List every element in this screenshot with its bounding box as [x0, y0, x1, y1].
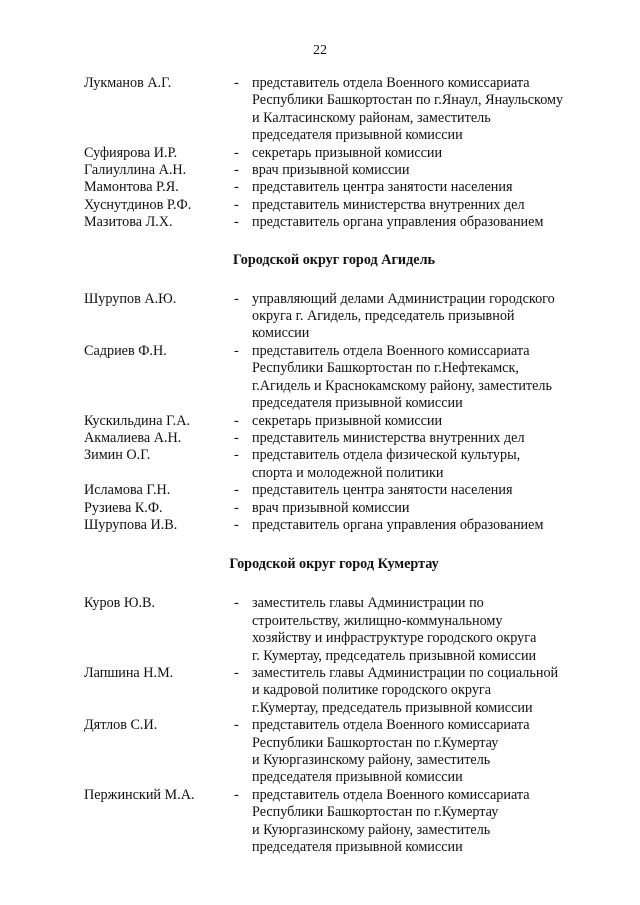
member-name: Лукманов А.Г. [84, 75, 172, 91]
member-name: Суфиярова И.Р. [84, 144, 178, 161]
member-role: представитель отдела Военного комиссариата Республики Башкортостан по г.Янаул, Янаульскому и Калтасинскому районам, заместитель председателя призывной комиссии [252, 75, 564, 144]
member-name: Мазитова Л.Х. [84, 214, 173, 231]
dash: - [234, 214, 239, 231]
member-name: Куров Ю.В. [84, 595, 156, 612]
dash: - [234, 162, 239, 179]
dash: - [234, 499, 239, 516]
dash: - [234, 179, 239, 196]
member-row [84, 413, 604, 430]
member-name: Зимин О.Г. [84, 447, 151, 464]
member-name: Акмалиева А.Н. [84, 429, 182, 446]
member-role: управляющий делами Администрации городского округа г. Агидель, председатель призывной комиссии [252, 290, 555, 342]
member-row [84, 665, 604, 717]
member-row [84, 197, 604, 214]
member-role: врач призывной комиссии [252, 162, 410, 179]
dash: - [234, 664, 239, 681]
member-role: представитель отдела Военного комиссариата Республики Башкортостан по г.Кумертау и Куюргазинскому району, заместитель председателя призывной комиссии [252, 717, 530, 786]
dash: - [234, 482, 239, 499]
dash: - [234, 75, 239, 91]
member-row [84, 291, 604, 343]
member-role: секретарь призывной комиссии [252, 412, 443, 429]
member-row [84, 447, 604, 482]
member-name: Кускильдина Г.А. [84, 412, 191, 429]
member-row [84, 517, 604, 534]
member-row [84, 179, 604, 196]
dash: - [234, 342, 239, 359]
member-role: представитель центра занятости населения [252, 482, 513, 499]
dash: - [234, 595, 239, 612]
member-row [84, 717, 604, 787]
member-name: Пержинский М.А. [84, 786, 195, 803]
member-name: Лапшина Н.М. [84, 664, 174, 681]
member-name: Галиуллина А.Н. [84, 162, 187, 179]
member-name: Исламова Г.Н. [84, 482, 171, 499]
member-name: Дятлов С.И. [84, 717, 158, 734]
member-name: Мамонтова Р.Я. [84, 179, 179, 196]
member-role: представитель министерства внутренних дел [252, 429, 525, 446]
document-body [84, 75, 604, 856]
dash: - [234, 412, 239, 429]
member-role: заместитель главы Администрации по строительству, жилищно-коммунальному хозяйству и инфраструктуре городского округа г. Кумертау, председатель призывной комиссии [252, 595, 537, 664]
member-name: Рузиева К.Ф. [84, 499, 163, 516]
member-name: Хуснутдинов Р.Ф. [84, 196, 192, 213]
dash: - [234, 447, 239, 464]
dash: - [234, 196, 239, 213]
member-role: представитель органа управления образованием [252, 214, 544, 231]
dash: - [234, 144, 239, 161]
member-row [84, 787, 604, 857]
member-role: секретарь призывной комиссии [252, 144, 443, 161]
member-row [84, 343, 604, 413]
member-row [84, 500, 604, 517]
member-row [84, 595, 604, 665]
member-row [84, 482, 604, 499]
section-heading-kumertau: Городской округ город Кумертау [229, 556, 439, 573]
member-row [84, 75, 604, 145]
member-role: представитель отдела физической культуры, спорта и молодежной политики [252, 447, 521, 481]
member-row [84, 162, 604, 179]
member-name: Шурупова И.В. [84, 516, 178, 533]
dash: - [234, 429, 239, 446]
member-role: представитель органа управления образованием [252, 516, 544, 533]
member-row [84, 214, 604, 231]
member-name: Садриев Ф.Н. [84, 342, 167, 359]
dash: - [234, 290, 239, 307]
dash: - [234, 516, 239, 533]
dash: - [234, 786, 239, 803]
member-name: Шурупов А.Ю. [84, 290, 177, 307]
member-role: представитель центра занятости населения [252, 179, 513, 196]
member-role: врач призывной комиссии [252, 499, 410, 516]
member-role: представитель отдела Военного комиссариата Республики Башкортостан по г.Нефтекамск, г.Агидель и Краснокамскому району, заместитель председателя призывной комиссии [252, 342, 552, 412]
member-row [84, 145, 604, 162]
dash: - [234, 717, 239, 734]
section-heading-agidel: Городской округ город Агидель [232, 251, 436, 268]
member-role: представитель отдела Военного комиссариата Республики Башкортостан по г.Кумертау и Куюргазинскому району, заместитель председателя призывной комиссии [252, 786, 530, 856]
member-role: заместитель главы Администрации по социальной и кадровой политике городского округа г.Кумертау, председатель призывной комиссии [252, 664, 559, 716]
member-row [84, 430, 604, 447]
member-role: представитель министерства внутренних дел [252, 196, 525, 213]
page-number: 22 [313, 43, 327, 58]
